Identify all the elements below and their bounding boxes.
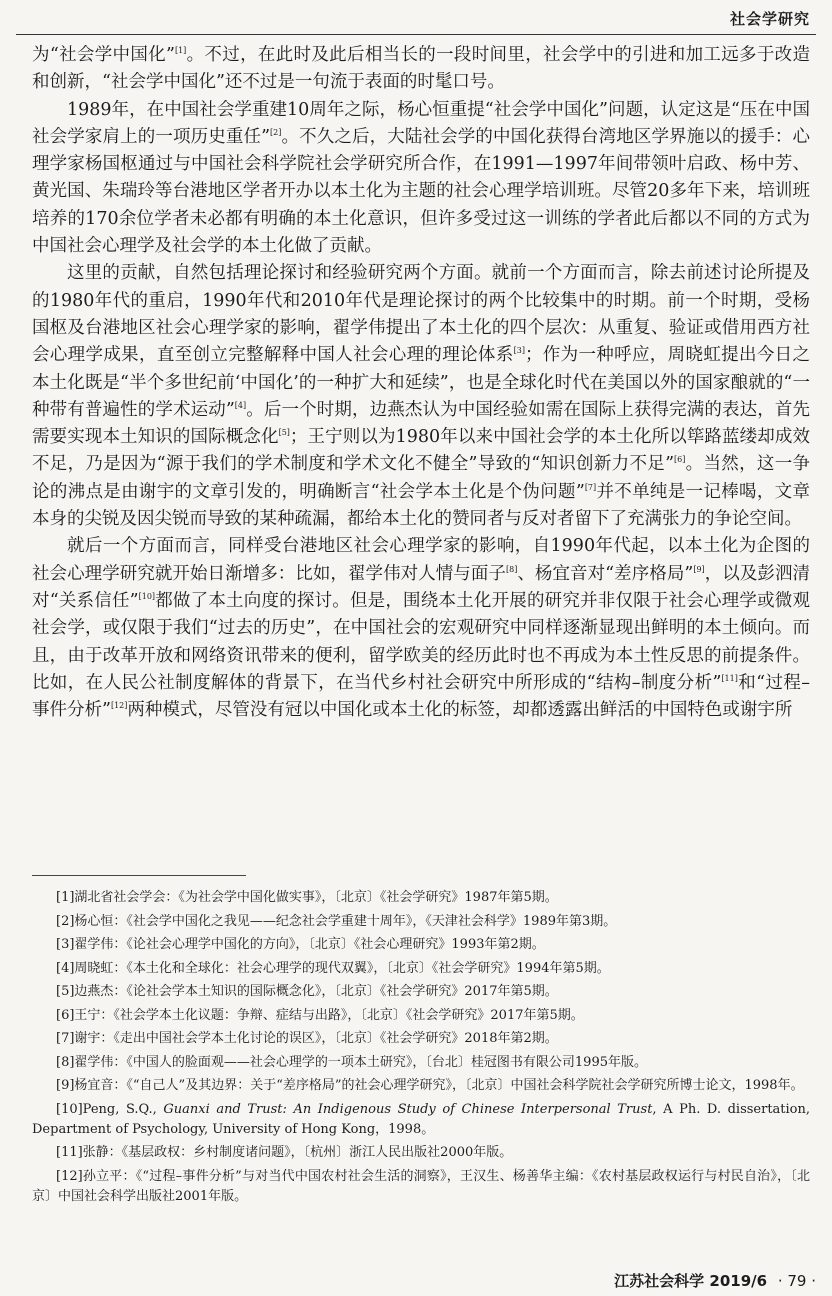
footnote-item [32, 982, 810, 1002]
citation-ref: [9] [693, 564, 705, 574]
text-run: [10]Peng, S.Q., [56, 1101, 164, 1117]
text-run: [9]杨宜音：《“自己人”及其边界：关于“差序格局”的社会心理学研究》，〔北京〕中国社会科学院社会学研究所博士论文，1998年。 [56, 1078, 804, 1093]
text-run: 、杨宜音对“差序格局” [517, 563, 694, 584]
text-run: [6]王宁：《社会学本土化议题：争辩、症结与出路》，〔北京〕《社会学研究》2017年第5期。 [56, 1007, 584, 1023]
text-run: [5]边燕杰：《论社会学本土知识的国际概念化》，〔北京〕《社会学研究》2017年第5期。 [56, 984, 558, 999]
citation-ref: [6] [674, 455, 686, 465]
paragraph [32, 260, 810, 533]
text-run: 。当然，这一争论的沸点是由谢宇的文章引发的，明确断言“社会学本土化是个伪问题” [32, 454, 810, 502]
citation-ref: [3] [513, 346, 525, 356]
text-run: [7]谢宇：《走出中国社会学本土化讨论的误区》，〔北京〕《社会学研究》2018年第2期。 [56, 1031, 558, 1046]
footnote-item [32, 912, 810, 932]
footnote-item [32, 1053, 810, 1073]
running-head: 社会学研究 [729, 10, 810, 28]
text-run: [2]杨心恒：《社会学中国化之我见——纪念社会学重建十周年》，《天津社会科学》1989年第3期。 [56, 913, 617, 929]
header-rule [16, 34, 816, 35]
text-run: 。不过，在此时及此后相当长的一段时间里，社会学中的引进和加工远多于改造和创新，“社会学中国化”还不过是一句流于表面的时髦口号。 [32, 45, 810, 93]
text-run: 这里的贡献，自然包括理论探讨和经验研究两个方面。就前一个方面而言，除去前述讨论所提及的1980年代的重启，1990年代和2010年代是理论探讨的两个比较集中的时期。前一个时期，受杨国枢及台港地区社会心理学家的影响，翟学伟提出了本土化的四个层次：从重复、验证或借用西方社会心理学成果，直至创立完整解释中国人社会心理的理论体系 [32, 263, 810, 366]
paragraph [32, 42, 810, 97]
citation-ref: [7] [584, 482, 597, 492]
text-run: ；作为一种呼应，周晓虹提出今日之本土化既是“半个多世纪前‘中国化’的一种扩大和延续”，也是全球化时代在美国以外的国家酿就的“一种带有普遍性的学术运动” [32, 345, 811, 420]
footnote-item [32, 1076, 810, 1096]
text-run: 都做了本土向度的探讨。但是，围绕本土化开展的研究并非仅限于社会心理学或微观社会学，或仅限于我们“过去的历史”，在中国社会的宏观研究中同样逐渐显现出鲜明的本土倾向。而且，由于改革开放和网络资讯带来的便利，留学欧美的经历此时也不再成为本土性反思的前提条件。比如，在人民公社制度解体的背景下，在当代乡村社会研究中所形成的“结构–制度分析” [32, 590, 810, 693]
footnote-item [32, 1167, 810, 1207]
text-run: 和“过程–事件分析” [32, 672, 810, 721]
text-run: [4]周晓虹：《本土化和全球化：社会心理学的现代双翼》，〔北京〕《社会学研究》1994年第5期。 [56, 960, 610, 976]
text-run: 并不单纯是一记棒喝，文章本身的尖锐及因尖锐而导致的某种疏漏，都给本土化的赞同者与反对者留下了充满张力的争论空间。 [32, 481, 810, 530]
citation-ref: [12] [110, 701, 128, 711]
text-run: , A Ph. D. dissertation, Department of Psychology, University of Hong Kong，1998。 [32, 1101, 811, 1137]
page-footer [614, 1270, 816, 1291]
body-text [32, 42, 810, 724]
text-run: [3]翟学伟：《论社会心理学中国化的方向》，〔北京〕《社会心理研究》1993年第2期。 [56, 937, 545, 952]
citation-ref: [5] [278, 428, 290, 438]
paragraph [32, 97, 810, 261]
text-run: [11]张静：《基层政权：乡村制度诸问题》，〔杭州〕浙江人民出版社2000年版。 [56, 1145, 513, 1160]
text-run: 为“社会学中国化” [32, 45, 175, 65]
citation-ref: [2] [270, 128, 282, 138]
text-run: ，以及彭泗清对“关系信任” [32, 563, 810, 611]
footnote-rule [32, 875, 246, 876]
footnote-item [32, 935, 810, 955]
citation-ref: [8] [505, 564, 518, 574]
footnote-item [32, 959, 810, 979]
footnote-item [32, 1100, 810, 1140]
text-run: 。后一个时期，边燕杰认为中国经验如需在国际上获得完满的表达，首先需要实现本土知识的国际概念化 [32, 399, 810, 448]
citation-ref: [1] [174, 46, 187, 56]
text-run: 两种模式，尽管没有冠以中国化或本土化的标签，却都透露出鲜活的中国特色或谢宇所 [127, 700, 793, 721]
text-run: [1]湖北省社会学会：《为社会学中国化做实事》，〔北京〕《社会学研究》1987年第5期。 [56, 890, 558, 905]
italic-title: Guanxi and Trust: An Indigenous Study of Chinese Interpersonal Trust [163, 1101, 653, 1117]
footnotes [32, 888, 810, 1210]
paragraph [32, 533, 810, 724]
text-run: 就后一个方面而言，同样受台港地区社会心理学家的影响，自1990年代起，以本土化为企图的社会心理学研究就开始日渐增多：比如，翟学伟对人情与面子 [32, 536, 810, 584]
footnote-item [32, 888, 810, 908]
journal-issue: 江苏社会科学 2019/6 [614, 1272, 768, 1290]
text-run: [8]翟学伟：《中国人的脸面观——社会心理学的一项本土研究》，〔台北〕桂冠图书有限公司1995年版。 [56, 1054, 647, 1070]
footnote-item [32, 1029, 810, 1049]
text-run: [12]孙立平：《“过程–事件分析”与对当代中国农村社会生活的洞察》，王汉生、杨善华主编：《农村基层政权运行与村民自治》，〔北京〕中国社会科学出版社2001年版。 [32, 1168, 810, 1204]
citation-ref: [4] [234, 401, 247, 411]
footnote-item [32, 1006, 810, 1026]
text-run: 1989年，在中国社会学重建10周年之际，杨心恒重提“社会学中国化”问题，认定这是“压在中国社会学家肩上的一项历史重任” [32, 99, 810, 147]
text-run: 。不久之后，大陆社会学的中国化获得台湾地区学界施以的援手：心理学家杨国枢通过与中国社会科学院社会学研究所合作，在1991—1997年间带领叶启政、杨中芳、黄光国、朱瑞玲等台港地区学者开办以本土化为主题的社会心理学培训班。尽管20多年下来，培训班培养的170余位学者未必都有明确的本土化意识，但许多受过这一训练的学者此后都以不同的方式为中国社会心理学及社会学的本土化做了贡献。 [32, 126, 811, 257]
citation-ref: [11] [721, 674, 738, 683]
page-number: · 79 · [777, 1272, 816, 1290]
text-run: ；王宁则以为1980年以来中国社会学的本土化所以筚路蓝缕却成效不足，乃是因为“源于我们的学术制度和学术文化不健全”导致的“知识创新力不足” [32, 427, 810, 475]
citation-ref: [10] [138, 592, 156, 602]
footnote-item [32, 1143, 810, 1163]
